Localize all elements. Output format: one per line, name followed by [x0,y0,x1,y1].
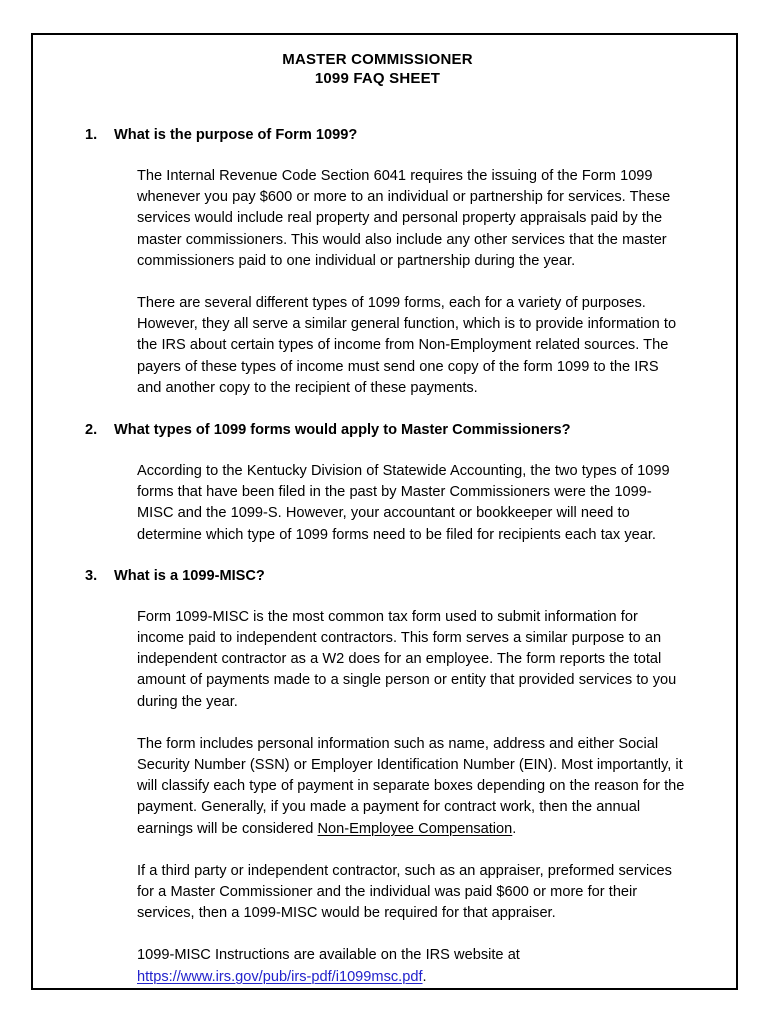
irs-instructions-text-after: . [422,968,427,985]
faq-question-1-heading [85,125,736,145]
document-title-block [33,50,722,88]
faq-item-3 [33,566,736,988]
faq-answer-2-paragraph-1: According to the Kentucky Division of Statewide Accounting, the two types of 1099 forms that have been filed in the past by Master Commissioners were the 1099-MISC and the 1099-S. However, your accountant or bookkeeper will need to determine which type of 1099 forms need to be filed for recipients each tax year. [137,463,670,543]
faq-question-2-number: 2. [85,422,98,439]
faq-question-1-number: 1. [85,127,98,143]
faq-item-1 [33,125,736,399]
personal-info-text-before: The form includes personal information such as name, address and either Social Security Number (SSN) or Employer Identification Number (EIN). Most importantly, it will classify each type of payment in separate boxes depending on the reason for the payment. Generally, if you made a payment for contract work, then the annual earnings will be considered [137,735,685,837]
gap-q3-para4 [33,924,736,945]
gap-q1-para1 [33,145,736,166]
faq-answer-3-paragraph-personal-info [137,734,687,840]
irs-instructions-text-before: 1099-MISC Instructions are available on the IRS website at [137,947,520,964]
gap-q3-para1 [33,586,736,607]
document-title-line-1: MASTER COMMISSIONER [282,51,473,68]
faq-answer-1-paragraph-2: There are several different types of 1099 forms, each for a variety of purposes. However, they all serve a similar general function, which is to provide information to the IRS about certain types of income from Non-Employment related sources. The payers of these types of income must send one copy of the form 1099 to the IRS and another copy to the recipient of these payments. [137,295,677,396]
gap-q1-para2 [33,272,736,293]
faq-question-3-number: 3. [85,567,98,584]
gap-q3-para2 [33,713,736,734]
irs-1099msc-pdf-link[interactable]: https://www.irs.gov/pub/irs-pdf/i1099msc.pdf [137,968,423,985]
gap-q2-para1 [33,440,736,461]
faq-item-2 [33,420,736,546]
faq-question-2-heading [85,420,736,440]
faq-question-3-heading [85,566,736,586]
personal-info-text-after: . [512,820,517,837]
non-employee-compensation-term: Non-Employee Compensation [317,820,513,837]
gap-q3-para3 [33,840,736,861]
document-page-frame [31,33,738,990]
faq-answer-3-paragraph-1: Form 1099-MISC is the most common tax form used to submit information for income paid to independent contractors. This form serves a similar purpose to an independent contractor as a W2 does for an employee. The form reports the total amount of payments made to a single person or entity that provided services to you during the year. [137,608,677,710]
irs-instructions-line [137,945,687,987]
faq-question-3-text: What is a 1099-MISC? [114,567,265,584]
faq-question-1-text: What is the purpose of Form 1099? [114,127,358,143]
gap-before-question-3 [33,546,736,566]
spacer-before-question-1 [33,88,736,125]
faq-answer-3-paragraph-third-party: If a third party or independent contractor, such as an appraiser, preformed services for a Master Commissioner and the individual was paid $600 or more for their services, then a 1099-MISC would be required for that appraiser. [137,862,672,922]
gap-before-question-2 [33,399,736,420]
document-title-line-2: 1099 FAQ SHEET [314,70,441,87]
faq-question-2-text: What types of 1099 forms would apply to Master Commissioners? [114,422,571,439]
faq-answer-1-paragraph-1: The Internal Revenue Code Section 6041 requires the issuing of the Form 1099 whenever you pay $600 or more to an individual or partnership for services. These services would include real property and personal property appraisals paid by the master commissioners. This would also include any other services that the master commissioners paid to one individual or partnership during the year. [137,168,671,269]
faq-list [33,125,736,988]
